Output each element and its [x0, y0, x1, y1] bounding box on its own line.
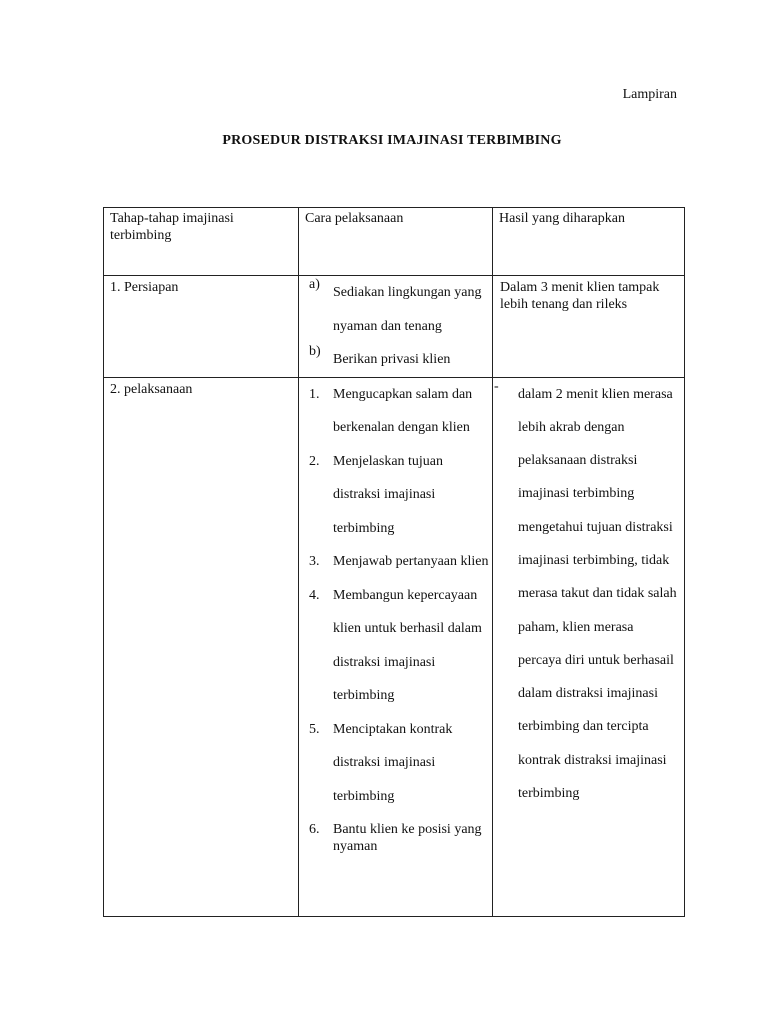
column-header: Hasil yang diharapkan [493, 208, 685, 276]
table-row [104, 276, 685, 378]
list-item: 3. Menjawab pertanyaan klien [309, 554, 489, 569]
table-header-row [104, 208, 685, 276]
result-cell: Dalam 3 menit klien tampak lebih tenang dan rileks [493, 276, 685, 378]
procedure-table [103, 207, 685, 917]
list-item: 2. Menjelaskan tujuan distraksi imajinasi terbimbing [309, 453, 444, 536]
attachment-label: Lampiran [622, 87, 677, 102]
column-header: Cara pelaksanaan [299, 208, 493, 276]
column-header: Tahap-tahap imajinasi terbimbing [104, 208, 299, 276]
list-marker: - [494, 378, 499, 394]
result-cell [493, 377, 685, 916]
list-item: a) Sediakan lingkungan yang nyaman dan tenang [309, 277, 482, 334]
list-item: b) Berikan privasi klien [309, 344, 451, 367]
list-item: 4. Membangun kepercayaan klien untuk berhasil dalam distraksi imajinasi terbimbing [309, 587, 482, 703]
list-item: 1. Mengucapkan salam dan berkenalan dengan klien [309, 386, 473, 435]
result-text: dalam 2 menit klien merasa lebih akrab dengan pelaksanaan distraksi imajinasi terbimbing mengetahui tujuan distraksi imajinasi terbimbing, tidak merasa takut dan tidak salah paham, klien merasa percaya diri untuk berhasail dalam distraksi imajinasi terbimbing dan tercipta kontrak distraksi imajinasi terbimbing [518, 386, 677, 802]
list-item: 6. Bantu klien ke posisi yang nyaman [309, 822, 482, 854]
stage-cell: 1. Persiapan [104, 276, 299, 378]
table-row [104, 377, 685, 916]
list-item: 5. Menciptakan kontrak distraksi imajinasi terbimbing [309, 721, 453, 804]
document-title: PROSEDUR DISTRAKSI IMAJINASI TERBIMBING [222, 133, 562, 148]
steps-cell [299, 377, 493, 916]
stage-cell: 2. pelaksanaan [104, 377, 299, 916]
steps-cell [299, 276, 493, 378]
